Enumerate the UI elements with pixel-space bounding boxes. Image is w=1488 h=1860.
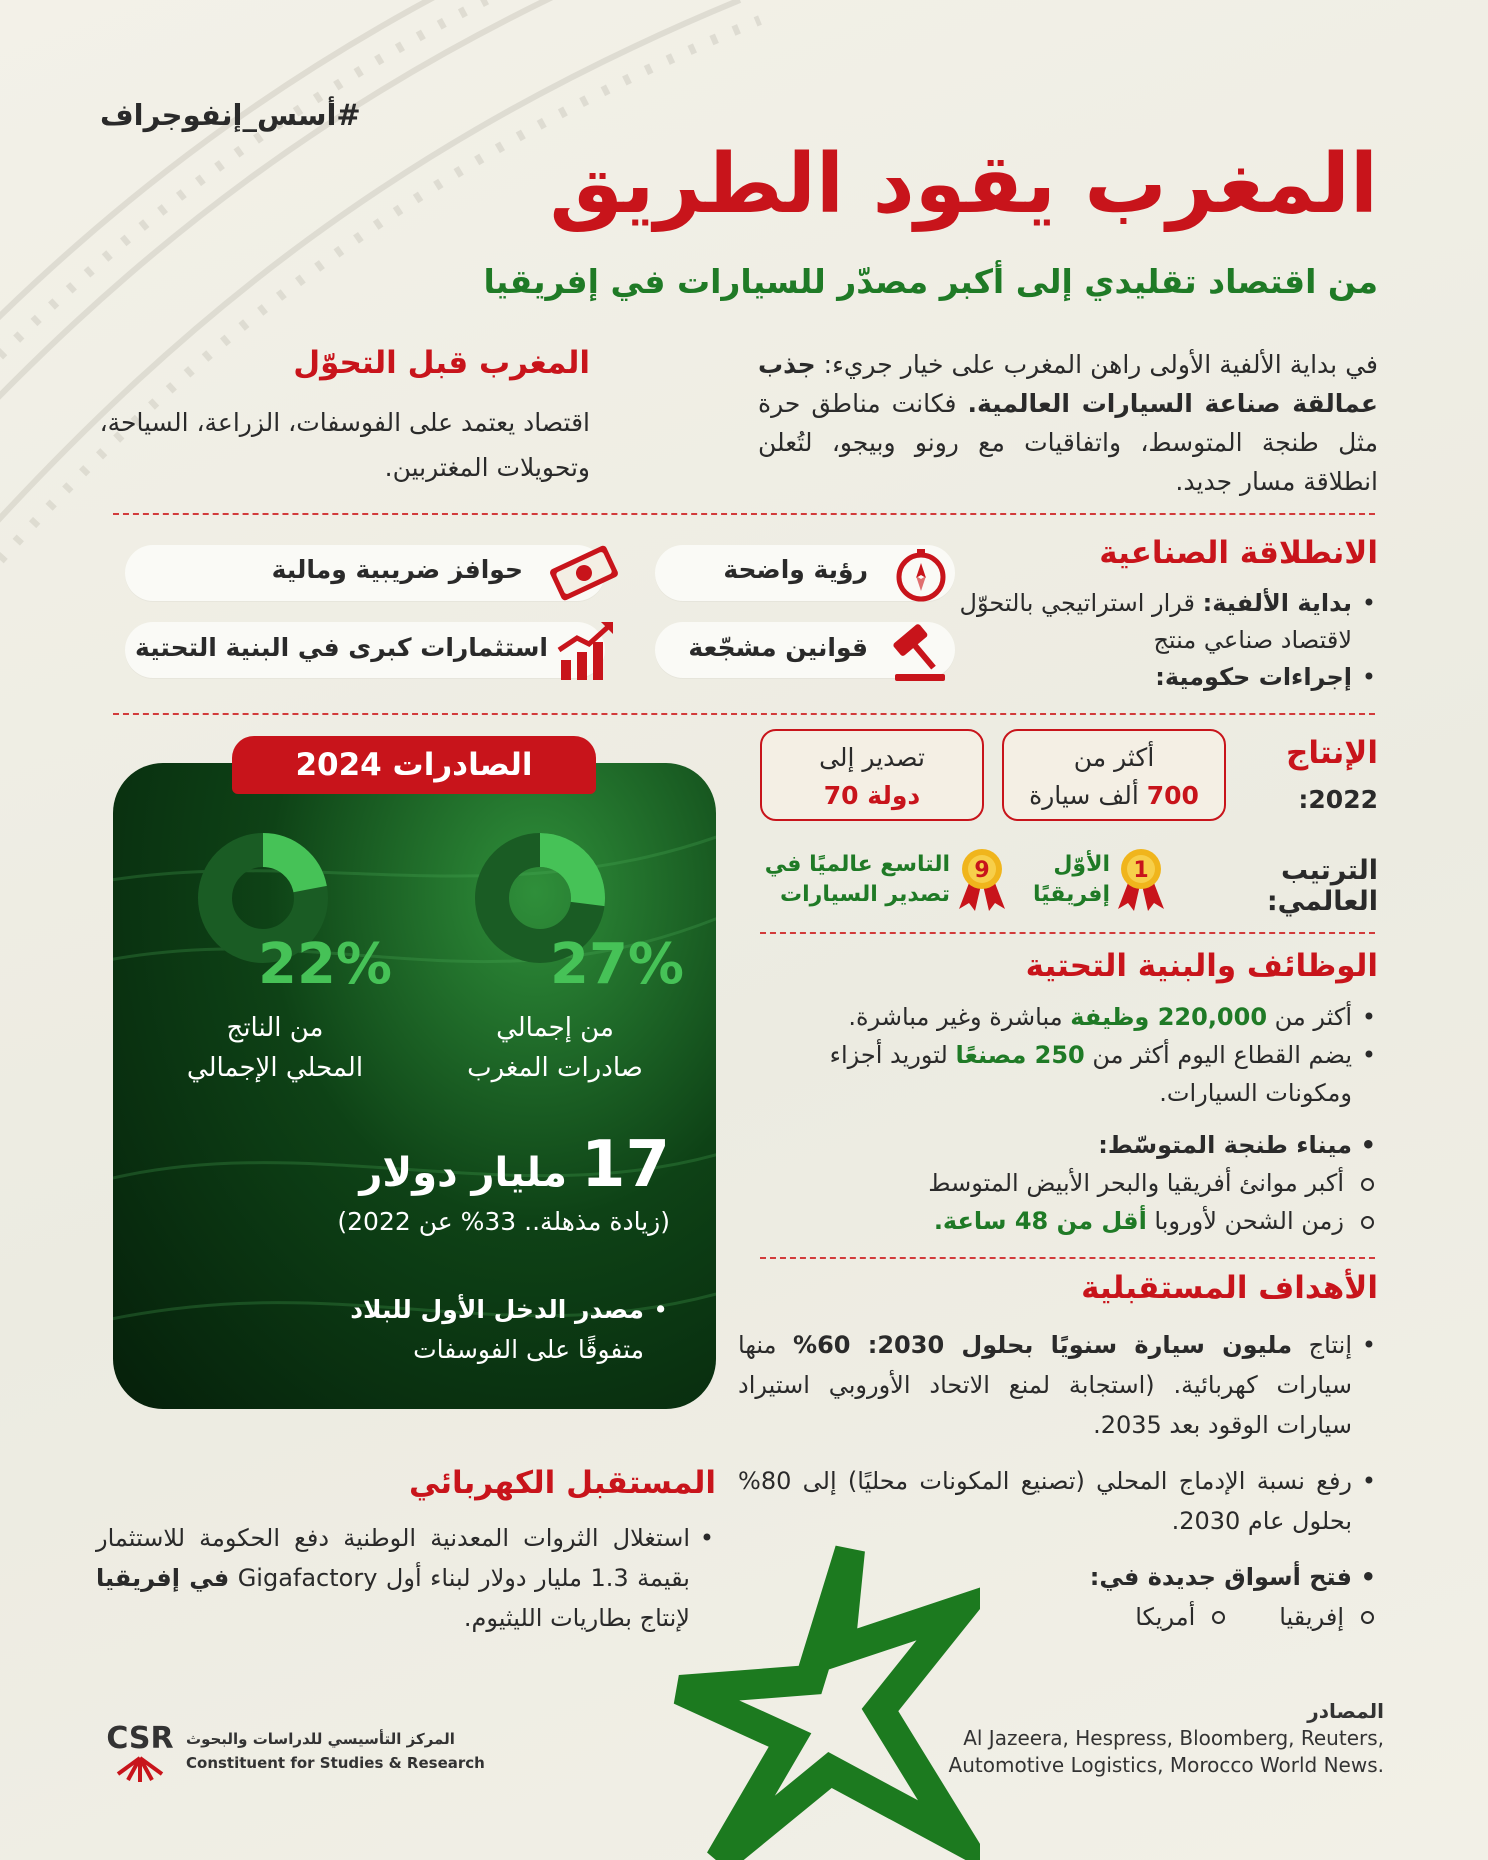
pct-gdp: 22% [258, 932, 393, 997]
growth-chart-icon [555, 620, 617, 682]
production-box-cars [1002, 729, 1226, 821]
divider [760, 932, 1375, 934]
medal-text [730, 850, 950, 910]
text: لتوريد أجزاء ومكونات السيارات. [829, 1041, 1352, 1107]
amount [340, 1128, 670, 1202]
pct-gdp-label [150, 1008, 400, 1088]
pct-exports-label [430, 1008, 680, 1088]
intro-text: في بداية الألفية الأولى راهن المغرب على خيار جريء: [815, 350, 1378, 379]
sub-list-item: أمريكا [1135, 1597, 1229, 1637]
pill-label: رؤية واضحة [723, 555, 868, 584]
ranking-label: الترتيب العالمي: [1266, 855, 1378, 917]
export-source [310, 1290, 670, 1370]
list-item-bold: إجراءات حكومية: [1155, 663, 1352, 691]
production-heading: الإنتاج [1286, 735, 1378, 771]
tire-track-decoration [0, 0, 780, 620]
hashtag: #أسس_إنفوجراف [100, 98, 361, 132]
list-item [958, 585, 1378, 659]
divider [113, 713, 1375, 715]
sources [884, 1698, 1384, 1779]
list-item: • ميناء طنجة المتوسّط: [738, 1126, 1378, 1164]
donut-slice [540, 850, 588, 904]
highlight: 250 مصنعًا [955, 1041, 1085, 1069]
list-item [738, 998, 1378, 1036]
jobs-list [738, 998, 1378, 1240]
medal-icon [955, 845, 1009, 913]
launch-list [958, 585, 1378, 696]
label-a: من إجمالي [496, 1013, 614, 1043]
bold-text: مليون سيارة سنويًا بحلول 2030: 60% [793, 1331, 1293, 1359]
bold-text: مصدر الدخل الأول للبلاد [350, 1295, 644, 1324]
before-heading: المغرب قبل التحوّل [293, 345, 590, 381]
list-item-bold: بداية الألفية: [1202, 589, 1352, 617]
ev-heading: المستقبل الكهربائي [408, 1465, 716, 1501]
logo-mark: CSR [106, 1721, 174, 1756]
pill-label: استثمارات كبرى في البنية التحتية [135, 633, 548, 662]
sources-line: Automotive Logistics, Morocco World News. [948, 1753, 1384, 1777]
list-item [310, 1290, 670, 1330]
page-subtitle: من اقتصاد تقليدي إلى أكبر مصدّر للسيارات في إفريقيا [483, 262, 1378, 301]
logo-english: Constituent for Studies & Research [186, 1754, 485, 1772]
divider [760, 1257, 1375, 1259]
money-icon [545, 540, 623, 606]
list-item [96, 1518, 716, 1638]
intro-text-2: فكانت مناطق حرة مثل طنجة المتوسط، واتفاقيات مع رونو وبيجو، لتُعلن انطلاقة مسار جديد. [758, 389, 1378, 496]
medal-text-a: التاسع عالميًا في [764, 852, 950, 877]
text: متفوقًا على الفوسفات [413, 1335, 644, 1364]
list-item: • رفع نسبة الإدماج المحلي (تصنيع المكونات محليًا) إلى 80% بحلول عام 2030. [738, 1461, 1378, 1541]
label-b: المحلي الإجمالي [186, 1053, 364, 1083]
logo-arabic: المركز التأسيسي للدراسات والبحوث [186, 1730, 455, 1748]
csr-logo [100, 1718, 180, 1786]
goals-list [738, 1325, 1378, 1637]
sources-label: المصادر [1307, 1699, 1384, 1723]
bold-text: في إفريقيا [96, 1564, 230, 1592]
sub-list-item [738, 1202, 1378, 1240]
list-item [958, 659, 1378, 696]
divider [113, 513, 1375, 515]
medal-number: 9 [974, 858, 990, 883]
text: لإنتاج بطاريات الليثيوم. [463, 1604, 690, 1632]
medal-text-b: إفريقيًا [1033, 882, 1110, 907]
medal-text-a: الأوّل [1053, 852, 1110, 877]
list-item [738, 1325, 1378, 1445]
text: أكثر من [1267, 1003, 1352, 1031]
text: زمن الشحن لأوروبا [1146, 1207, 1344, 1235]
pct-exports: 27% [550, 932, 685, 997]
highlight: 220,000 وظيفة [1070, 1003, 1268, 1031]
medal-number: 1 [1133, 858, 1149, 883]
sub-list-item: أكبر موانئ أفريقيا والبحر الأبيض المتوسط [738, 1164, 1378, 1202]
pill-label: قوانين مشجّعة [688, 633, 868, 662]
text: استغلال الثروات المعدنية الوطنية دفع الحكومة للاستثمار بقيمة 1.3 مليار دولار لبناء أول Gigafactory [96, 1524, 690, 1592]
before-text: اقتصاد يعتمد على الفوسفات، الزراعة، السياحة، وتحويلات المغتربين. [99, 408, 590, 482]
text: إنتاج [1292, 1331, 1353, 1359]
text: منها سيارات كهربائية. (استجابة لمنع الاتحاد الأوروبي استيراد سيارات الوقود بعد 2035. [738, 1331, 1352, 1439]
box-rest-text: ألف سيارة [1029, 781, 1147, 810]
pill-label: حوافز ضريبية ومالية [271, 555, 523, 584]
box-top-text: تصدير إلى [819, 743, 925, 772]
list-item: • فتح أسواق جديدة في: [738, 1557, 1378, 1597]
amount-text: مليار دولار [359, 1150, 567, 1196]
box-big-number: 700 [1146, 781, 1199, 810]
goals-heading: الأهداف المستقبلية [1081, 1270, 1378, 1306]
donut-slice [263, 850, 310, 889]
label-a: من الناتج [226, 1013, 324, 1043]
production-box-export [760, 729, 984, 821]
medal-text-b: تصدير السيارات [780, 882, 950, 907]
label-b: صادرات المغرب [467, 1053, 643, 1083]
intro-bold: جذب عمالقة صناعة السيارات العالمية. [758, 350, 1378, 418]
list-item-text: قرار استراتيجي بالتحوّل لاقتصاد صناعي منتج [959, 589, 1352, 654]
launch-heading: الانطلاقة الصناعية [1099, 535, 1378, 571]
list-item [738, 1036, 1378, 1112]
page-title: المغرب يقود الطريق [549, 137, 1378, 232]
text: يضم القطاع اليوم أكثر من [1084, 1041, 1352, 1069]
gavel-icon [885, 618, 951, 684]
box-big-number: 70 دولة [823, 781, 921, 810]
exports-tab: الصادرات 2024 [232, 736, 596, 794]
ev-text [96, 1518, 716, 1638]
box-top-text: أكثر من [1073, 743, 1155, 772]
intro-paragraph [758, 345, 1378, 501]
text: مباشرة وغير مباشرة. [848, 1003, 1071, 1031]
markets [738, 1597, 1378, 1637]
highlight: أقل من 48 ساعة. [933, 1207, 1147, 1235]
amount-number: 17 [580, 1128, 670, 1202]
logo-text [186, 1727, 486, 1775]
production-year: 2022: [1298, 785, 1378, 814]
sources-line: Al Jazeera, Hespress, Bloomberg, Reuters, [963, 1726, 1384, 1750]
jobs-heading: الوظائف والبنية التحتية [1025, 948, 1378, 984]
increase-text: (زيادة مذهلة.. 33% عن 2022) [337, 1207, 670, 1236]
compass-icon [893, 547, 949, 603]
medal-icon [1114, 845, 1168, 913]
sub-list-item: إفريقيا [1279, 1597, 1378, 1637]
